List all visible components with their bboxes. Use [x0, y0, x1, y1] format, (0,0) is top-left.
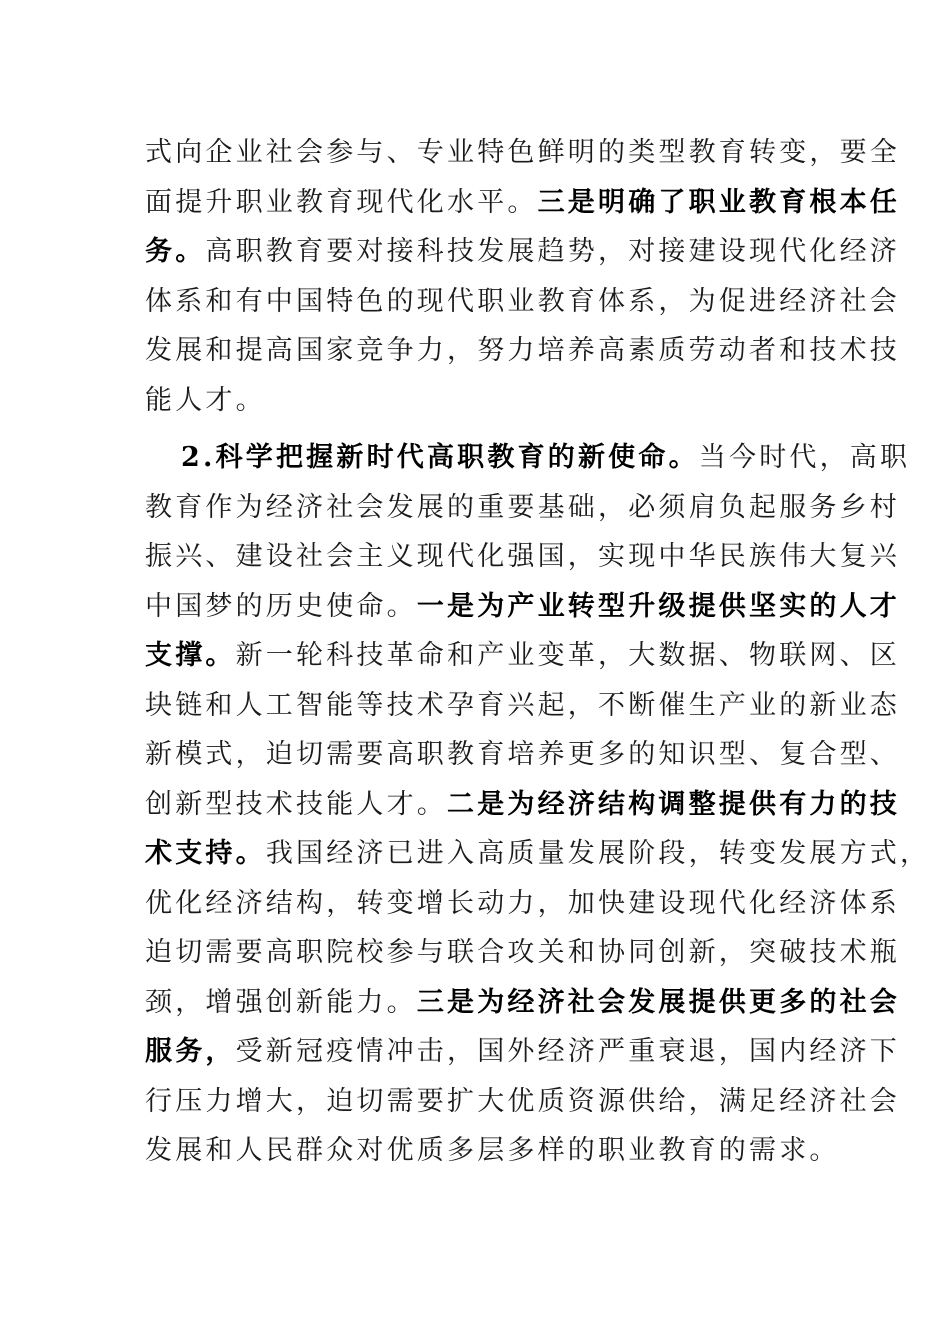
- bold-text-run: 三是为经济社会发展提供更多的社会: [416, 986, 901, 1018]
- text-run: 中国梦的历史使命。: [145, 590, 417, 622]
- text-run: 优化经济结构，转变增长动力，加快建设现代化经济体系: [145, 887, 900, 919]
- text-line: [145, 928, 900, 978]
- paragraph-1: [145, 128, 901, 425]
- text-line: [145, 128, 900, 178]
- text-run: 发展和提高国家竞争力，努力培养高素质劳动者和技术技: [145, 335, 900, 366]
- text-line: [145, 730, 900, 780]
- text-run: 我国经济已进入高质量发展阶段，转变发展方式，: [265, 838, 931, 869]
- bold-text-run: 三是明确了职业教育根本任: [537, 186, 901, 218]
- text-line: [145, 178, 901, 228]
- text-run: 教育作为经济社会发展的重要基础，必须肩负起服务乡村: [145, 491, 900, 523]
- text-run: 式向企业社会参与、专业特色鲜明的类型教育转变，要全: [145, 137, 900, 168]
- text-line: [145, 1077, 900, 1127]
- text-line: [145, 829, 931, 879]
- section-heading-run: 2.科学把握新时代高职教育的新使命。: [181, 442, 699, 473]
- text-run: 新模式，迫切需要高职教育培养更多的知识型、复合型、: [145, 739, 900, 770]
- text-run: 能人才。: [145, 384, 266, 416]
- text-run: 新一轮科技革命和产业变革，大数据、物联网、区: [235, 640, 901, 671]
- text-line: [145, 433, 911, 483]
- text-line: [145, 1126, 840, 1176]
- text-run: 颈，增强创新能力。: [145, 986, 417, 1018]
- text-run: 体系和有中国特色的现代职业教育体系，为促进经济社会: [145, 285, 900, 317]
- text-line: [145, 483, 900, 533]
- text-line: [145, 376, 830, 426]
- text-line: [145, 681, 900, 731]
- bold-text-run: 务。: [145, 236, 206, 267]
- bold-text-run: 服务，: [145, 1036, 236, 1067]
- text-line: [145, 582, 901, 632]
- text-run: 受新冠疫情冲击，国外经济严重衰退，国内经济下: [235, 1036, 901, 1067]
- text-run: 振兴、建设社会主义现代化强国，实现中华民族伟大复兴: [145, 541, 900, 572]
- text-line: [145, 780, 900, 830]
- text-run: 块链和人工智能等技术孕育兴起，不断催生产业的新业态: [145, 689, 900, 721]
- text-run: 发展和人民群众对优质多层多样的职业教育的需求。: [145, 1135, 840, 1166]
- bold-text-run: 二是为经济结构调整提供有力的技: [447, 788, 900, 820]
- text-run: 面提升职业教育现代化水平。: [145, 186, 538, 218]
- text-line: [145, 227, 901, 277]
- text-line: [145, 879, 900, 929]
- bold-text-run: 一是为产业转型升级提供坚实的人才: [416, 590, 901, 622]
- text-run: 高职教育要对接科技发展趋势，对接建设现代化经济: [205, 236, 901, 267]
- text-run: 当今时代，高职: [698, 442, 911, 473]
- paragraph-2: [145, 433, 931, 1176]
- text-line: [145, 277, 900, 327]
- text-line: [145, 631, 901, 681]
- text-line: [145, 978, 901, 1028]
- text-run: 行压力增大，迫切需要扩大优质资源供给，满足经济社会: [145, 1085, 900, 1117]
- bold-text-run: 术支持。: [145, 838, 266, 869]
- bold-text-run: 支撑。: [145, 640, 236, 671]
- text-line: [145, 1027, 901, 1077]
- text-line: [145, 326, 900, 376]
- text-run: 迫切需要高职院校参与联合攻关和协同创新，突破技术瓶: [145, 937, 900, 968]
- text-run: 创新型技术技能人才。: [145, 788, 447, 820]
- text-line: [145, 532, 900, 582]
